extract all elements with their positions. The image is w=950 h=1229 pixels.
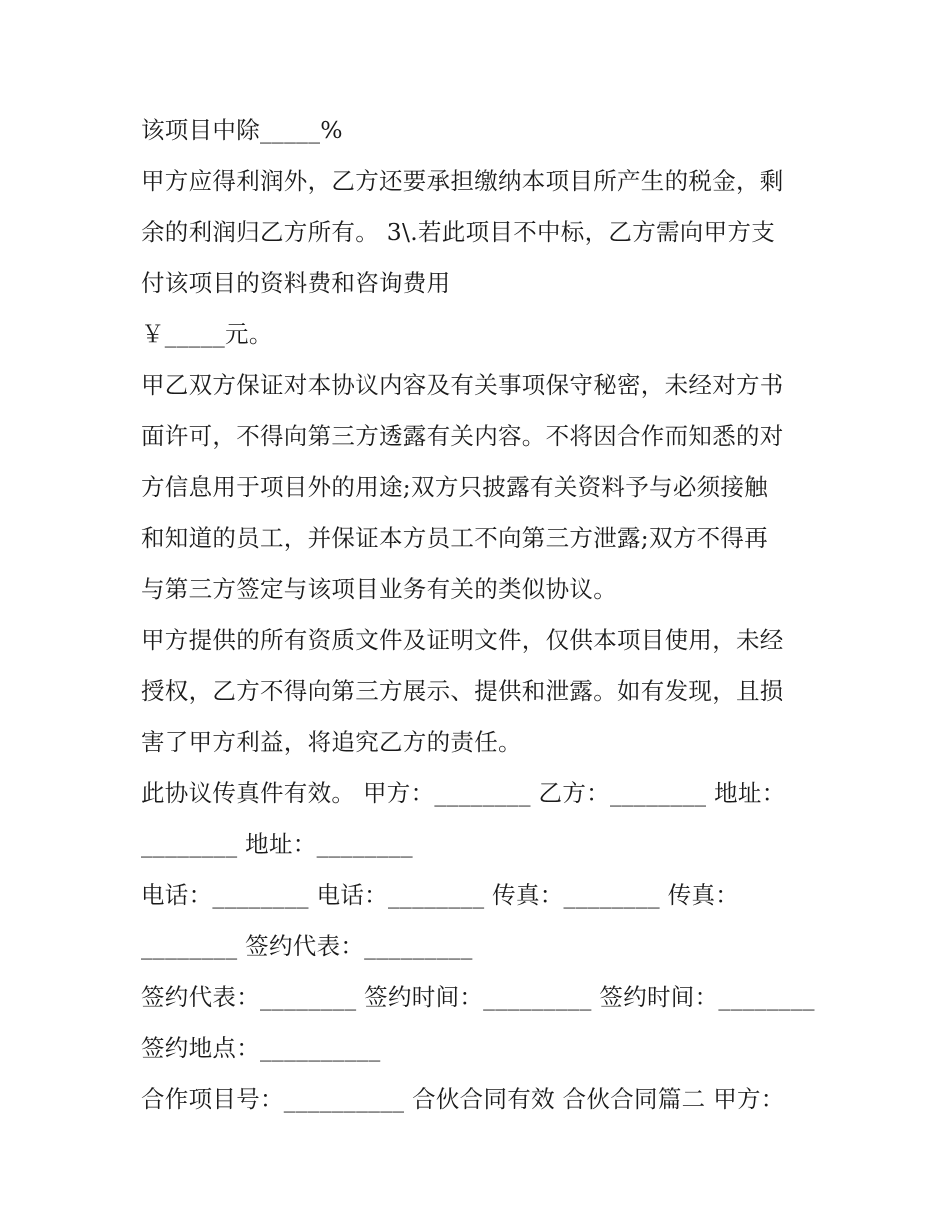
text-line: 甲方提供的所有资质文件及证明文件，仅供本项目使用，未经: [141, 626, 784, 654]
text-line: 签约地点：__________: [141, 1034, 381, 1062]
text-line: 余的利润归乙方所有。 3\.若此项目不中标，乙方需向甲方支: [141, 218, 776, 246]
text-line: ________ 签约代表：_________: [141, 932, 473, 960]
text-line: 该项目中除_____%: [141, 116, 343, 144]
text-line: ________ 地址：________: [141, 830, 413, 858]
text-line: ￥_____元。: [141, 320, 273, 348]
text-line: 授权，乙方不得向第三方展示、提供和泄露。如有发现，且损: [141, 677, 784, 705]
text-line: 害了甲方利益，将追究乙方的责任。: [141, 728, 522, 756]
text-line: 方信息用于项目外的用途;双方只披露有关资料予与必须接触: [141, 473, 769, 501]
text-line: 电话：________ 电话：________ 传真：________ 传真：: [141, 881, 740, 909]
text-line: 与第三方签定与该项目业务有关的类似协议。: [141, 575, 617, 603]
text-line: 合作项目号：__________ 合伙合同有效 合伙合同篇二 甲方：: [141, 1085, 785, 1113]
text-line: 签约代表：________ 签约时间：_________ 签约时间：________: [141, 983, 815, 1011]
text-line: 此协议传真件有效。 甲方：________ 乙方：________ 地址：: [141, 779, 786, 807]
text-line: 和知道的员工，并保证本方员工不向第三方泄露;双方不得再: [141, 524, 769, 552]
text-line: 付该项目的资料费和咨询费用: [141, 269, 451, 297]
text-line: 面许可，不得向第三方透露有关内容。不将因合作而知悉的对: [141, 422, 784, 450]
text-line: 甲方应得利润外，乙方还要承担缴纳本项目所产生的税金，剩: [141, 167, 784, 195]
text-line: 甲乙双方保证对本协议内容及有关事项保守秘密，未经对方书: [141, 371, 784, 399]
